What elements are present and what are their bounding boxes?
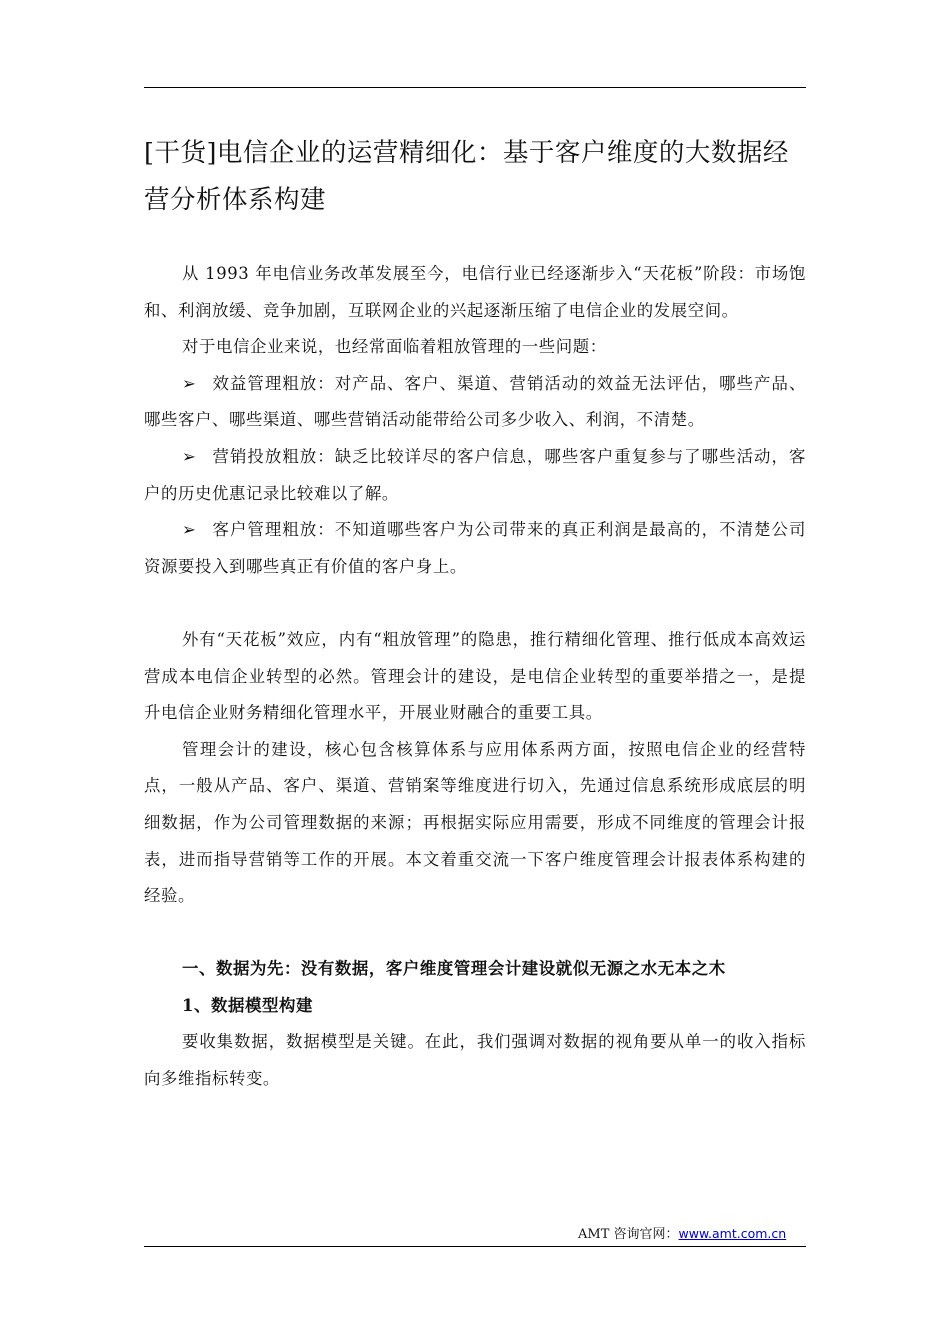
bullet-text: 营销投放粗放：缺乏比较详尽的客户信息，哪些客户重复参与了哪些活动，客户的历史优惠记录比较难以了解。 (144, 446, 806, 503)
paragraph-management-accounting: 管理会计的建设，核心包含核算体系与应用体系两方面，按照电信企业的经营特点，一般从产品、客户、渠道、营销案等维度进行切入，先通过信息系统形成底层的明细数据，作为公司管理数据的来源；再根据实际应用需要，形成不同维度的管理会计报表，进而指导营销等工作的开展。本文着重交流一下客户维度管理会计报表体系构建的经验。 (144, 739, 806, 906)
bullet-text: 客户管理粗放：不知道哪些客户为公司带来的真正利润是最高的，不清楚公司资源要投入到哪些真正有价值的客户身上。 (144, 520, 806, 576)
bullet-item-marketing (144, 439, 806, 512)
bullet-arrow-icon: ➢ (182, 373, 197, 393)
paragraph-intro: 从 1993 年电信业务改革发展至今，电信行业已经逐渐步入“天花板”阶段：市场饱和、利润放缓、竞争加剧，互联网企业的兴起逐渐压缩了电信企业的发展空间。 (144, 264, 806, 320)
paragraph-data-model: 要收集数据，数据模型是关键。在此，我们强调对数据的视角要从单一的收入指标向多维指标转变。 (144, 1032, 806, 1089)
paragraph-transformation: 外有“天花板”效应，内有“粗放管理”的隐患，推行精细化管理、推行低成本高效运营成本电信企业转型的必然。管理会计的建设，是电信企业转型的重要举措之一，是提升电信企业财务精细化管理水平，开展业财融合的重要工具。 (144, 629, 806, 723)
bullet-arrow-icon: ➢ (182, 446, 197, 466)
section-heading: 一、数据为先：没有数据，客户维度管理会计建设就似无源之水无本之木 (182, 959, 726, 979)
bullet-item-benefit (144, 366, 806, 439)
spacer (144, 585, 806, 622)
spacer (144, 915, 806, 952)
footer-label: AMT 咨询官网： (578, 1227, 679, 1242)
bullet-item-customer (144, 512, 806, 585)
footer-website-link[interactable]: www.amt.com.cn (678, 1226, 787, 1241)
paragraph-problems: 对于电信企业来说，也经常面临着粗放管理的一些问题： (182, 337, 607, 357)
document-title: [干货]电信企业的运营精细化：基于客户维度的大数据经营分析体系构建 (144, 138, 789, 215)
document-body (144, 256, 806, 1098)
footer-rule (144, 1246, 806, 1247)
bullet-arrow-icon: ➢ (182, 520, 197, 540)
header-rule (144, 87, 806, 88)
page-footer (578, 1226, 786, 1243)
subsection-heading: 1、数据模型构建 (182, 995, 313, 1015)
bullet-text: 效益管理粗放：对产品、客户、渠道、营销活动的效益无法评估，哪些产品、哪些客户、哪些渠道、哪些营销活动能带给公司多少收入、利润，不清楚。 (144, 373, 806, 430)
